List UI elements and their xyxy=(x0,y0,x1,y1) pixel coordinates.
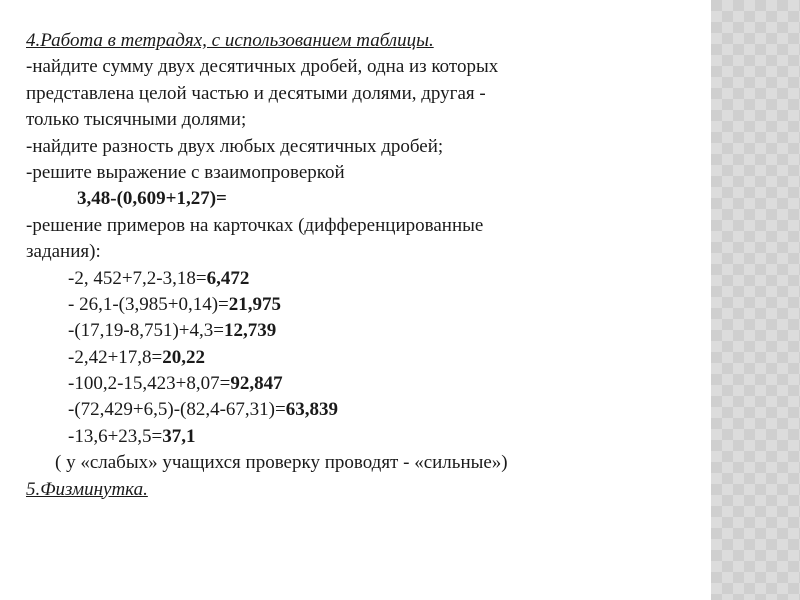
example-answer: 12,739 xyxy=(224,320,277,342)
example-row xyxy=(26,318,706,344)
check-expression: 3,48-(0,609+1,27)= xyxy=(77,188,227,210)
task-line: только тысячными долями; xyxy=(26,109,247,131)
example-answer: 63,839 xyxy=(285,399,338,421)
heading-work: 4.Работа в тетрадях, с использованием таблицы. xyxy=(26,30,434,51)
example-expression: -2, 452+7,2-3,18= xyxy=(68,267,207,289)
example-answer: 92,847 xyxy=(230,373,283,395)
example-row xyxy=(26,371,706,397)
example-row xyxy=(26,292,706,318)
example-row xyxy=(26,266,706,292)
slide-content xyxy=(26,28,706,503)
peer-check-note: ( у «слабых» учащихся проверку проводят - «сильные») xyxy=(55,452,508,474)
example-row xyxy=(26,424,706,450)
example-expression: -2,42+17,8= xyxy=(68,346,163,368)
example-answer: 6,472 xyxy=(206,267,250,289)
cards-intro-line: задания): xyxy=(26,241,101,263)
example-expression: -(17,19-8,751)+4,3= xyxy=(68,320,224,342)
example-answer: 37,1 xyxy=(162,425,196,447)
cards-intro-line: -решение примеров на карточках (дифференцированные xyxy=(26,214,484,236)
task-line: -найдите разность двух любых десятичных дробей; xyxy=(26,135,444,157)
example-expression: - 26,1-(3,985+0,14)= xyxy=(68,293,229,315)
example-expression: -13,6+23,5= xyxy=(68,425,163,447)
task-line: -найдите сумму двух десятичных дробей, одна из которых xyxy=(26,56,499,78)
example-expression: -100,2-15,423+8,07= xyxy=(68,373,231,395)
example-answer: 21,975 xyxy=(228,293,281,315)
example-row xyxy=(26,345,706,371)
example-answer: 20,22 xyxy=(162,346,206,368)
example-row xyxy=(26,397,706,423)
heading-pe: 5.Физминутка. xyxy=(26,478,148,500)
example-expression: -(72,429+6,5)-(82,4-67,31)= xyxy=(68,399,286,421)
task-line: -решите выражение с взаимопроверкой xyxy=(26,161,345,183)
task-line: представлена целой частью и десятыми долями, другая - xyxy=(26,82,486,104)
decorative-side-band xyxy=(711,0,800,600)
